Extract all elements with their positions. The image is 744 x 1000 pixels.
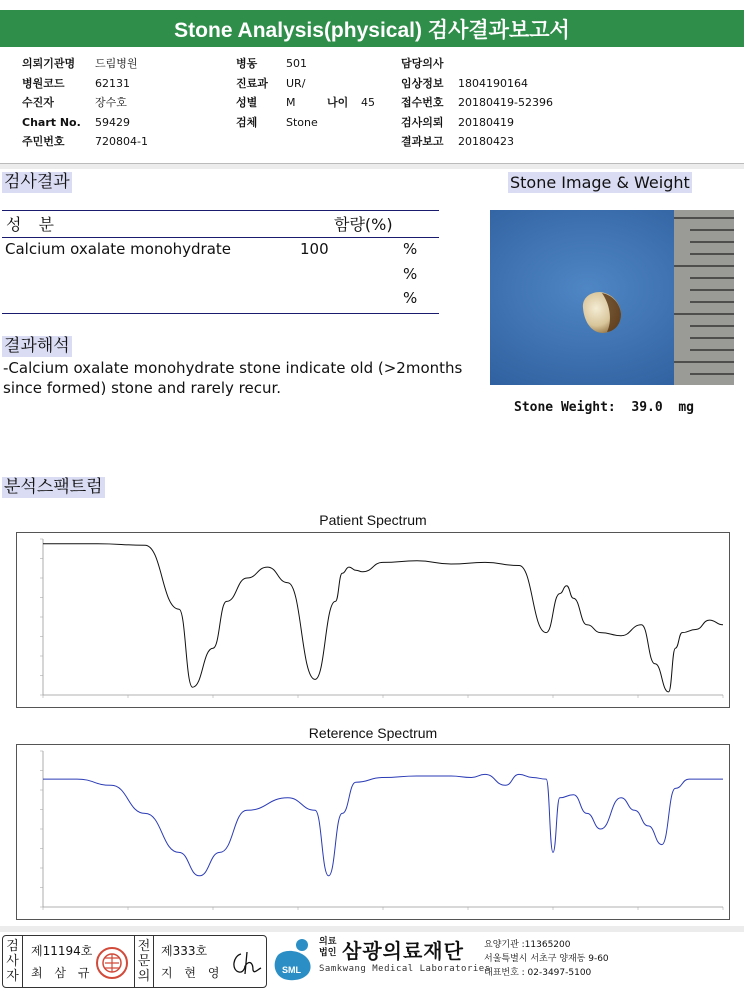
info-value: 20180419-52396 xyxy=(458,96,553,109)
row-component: Calcium oxalate monohydrate xyxy=(5,240,232,258)
svg-text:SML: SML xyxy=(282,965,301,975)
info-value: 드림병원 xyxy=(95,57,138,70)
spectrum-line xyxy=(43,774,723,875)
info-value: 20180423 xyxy=(458,135,514,148)
table-bottom-line xyxy=(2,313,439,314)
org-english-name: Samkwang Medical Laboratories xyxy=(319,964,491,974)
info-label: 병원코드 xyxy=(22,76,65,90)
info-value: Stone xyxy=(286,115,318,129)
sml-logo-icon xyxy=(272,937,316,985)
info-label: 임상정보 xyxy=(401,76,444,90)
header-component: 성 분 xyxy=(6,215,60,234)
footer-divider xyxy=(0,926,744,932)
specialist-cell xyxy=(161,940,223,984)
info-label: 결과보고 xyxy=(401,135,444,148)
patient-info-col-2 xyxy=(236,54,318,132)
organization-block xyxy=(272,935,742,990)
info-label: 수진자 xyxy=(22,96,54,109)
info-value: 장수호 xyxy=(95,96,127,109)
org-address: 서울특별시 서초구 양재동 9-60 xyxy=(484,954,609,964)
org-code: 요양기관 :11365200 xyxy=(484,940,571,950)
table-row xyxy=(5,240,435,262)
org-name: 삼광의료재단 xyxy=(342,939,464,963)
specialist-name: 지 현 영 xyxy=(161,966,224,980)
info-value: 59429 xyxy=(95,115,130,129)
org-contact xyxy=(484,938,609,980)
reference-spectrum-title: Reterence Spectrum xyxy=(308,725,438,741)
patient-info-col-1 xyxy=(22,54,148,152)
info-value: M xyxy=(286,96,296,109)
spectrum-line xyxy=(43,544,723,692)
specialist-label: 전문의 xyxy=(134,936,154,987)
report-title-bar xyxy=(0,10,744,47)
age-value: 45 xyxy=(361,96,375,109)
patient-spectrum-chart xyxy=(16,532,730,708)
row-unit: % xyxy=(403,265,418,283)
interpretation-text: -Calcium oxalate monohydrate stone indicate old (>2months since formed) stone and rarely recur. xyxy=(3,359,463,397)
info-label: 병동 xyxy=(236,57,258,70)
info-value: 20180419 xyxy=(458,115,514,129)
info-label: 주민번호 xyxy=(22,135,65,148)
org-phone: 대표번호 : 02-3497-5100 xyxy=(484,968,592,978)
header-divider xyxy=(0,163,744,169)
stone-weight: Stone Weight: 39.0 mg xyxy=(514,400,695,415)
signature-box xyxy=(2,935,267,988)
inspector-number: 제11194호 xyxy=(31,944,93,958)
info-label: 진료과 xyxy=(236,76,268,90)
inspector-cell xyxy=(31,940,93,984)
stone-image xyxy=(490,210,734,385)
table-row xyxy=(5,265,435,287)
reference-spectrum-chart xyxy=(16,744,730,920)
age-info xyxy=(327,93,375,113)
row-amount: 100 xyxy=(300,240,329,258)
patient-spectrum-title: Patient Spectrum xyxy=(319,512,427,528)
report-title: Stone Analysis(physical) 검사결과보고서 xyxy=(174,18,570,42)
info-label: 접수번호 xyxy=(401,96,444,109)
info-label: 검사의뢰 xyxy=(401,115,444,129)
info-value: 62131 xyxy=(95,76,130,90)
info-label: 담당의사 xyxy=(401,57,444,70)
info-value: UR/ xyxy=(286,76,306,90)
info-label: 성별 xyxy=(236,96,258,109)
section-title-image: Stone Image & Weight xyxy=(510,173,690,192)
age-label: 나이 xyxy=(327,96,349,109)
info-label: Chart No. xyxy=(22,115,81,129)
inspector-label: 검사자 xyxy=(3,936,23,987)
stone-photo-graphic xyxy=(490,210,734,385)
header-amount: 함량(%) xyxy=(334,215,393,234)
signature-icon xyxy=(227,948,265,978)
chart-axes xyxy=(43,751,723,907)
info-value: 501 xyxy=(286,57,307,70)
section-title-spectrum: 분석스팩트럼 xyxy=(4,477,103,497)
patient-spectrum-svg xyxy=(17,533,729,707)
row-unit: % xyxy=(403,289,418,307)
info-label: 의뢰기관명 xyxy=(22,57,76,70)
seal-stamp-icon xyxy=(95,946,129,980)
info-value: 720804-1 xyxy=(95,135,148,148)
org-prefix: 의료 법인 xyxy=(319,937,337,958)
section-title-result: 검사결과 xyxy=(4,172,70,192)
table-top-line xyxy=(2,210,439,211)
reference-spectrum-svg xyxy=(17,745,729,919)
info-value: 1804190164 xyxy=(458,76,528,90)
section-title-interpretation: 결과해석 xyxy=(4,336,70,356)
info-label: 검체 xyxy=(236,115,258,129)
inspector-name: 최 삼 규 xyxy=(31,966,94,980)
specialist-number: 제333호 xyxy=(161,944,208,958)
table-row xyxy=(5,289,435,311)
table-header-line xyxy=(2,237,439,238)
patient-info-col-4 xyxy=(401,54,553,152)
row-unit: % xyxy=(403,240,418,258)
